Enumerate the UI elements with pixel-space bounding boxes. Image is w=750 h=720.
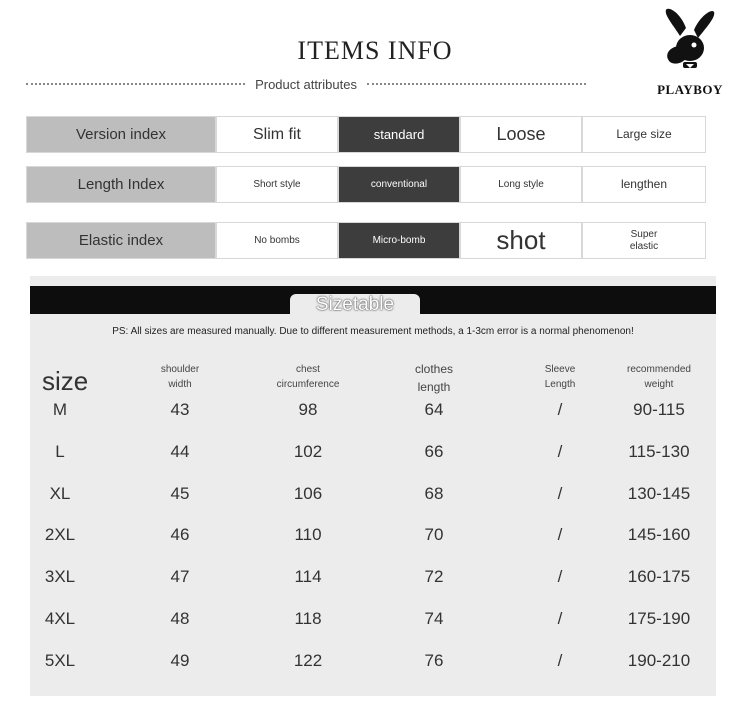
size-table-column-header: clothes length <box>414 362 454 394</box>
size-table-size-cell: 5XL <box>44 650 76 670</box>
attribute-name: Elastic index <box>26 222 216 259</box>
size-table-size-cell: M <box>52 400 68 419</box>
size-table-cell: 130-145 <box>627 483 691 503</box>
size-table-cell: 118 <box>294 609 322 628</box>
size-table-cell: 102 <box>293 441 323 461</box>
size-table-cell: 45 <box>170 483 190 503</box>
size-table-cell: / <box>557 567 563 587</box>
size-table-cell: 98 <box>298 400 318 419</box>
attribute-option: Long style <box>460 166 582 203</box>
size-table-cell: 145-160 <box>627 525 691 545</box>
size-table-size-cell: 3XL <box>44 567 76 587</box>
size-column-label: size <box>42 366 89 396</box>
attribute-option-selected: conventional <box>338 166 460 203</box>
size-table-cell: 122 <box>293 650 323 670</box>
attribute-option-selected: standard <box>338 116 460 153</box>
size-table-cell: / <box>557 525 563 545</box>
size-table-column-header: shoulder width <box>160 364 200 390</box>
attribute-option: Large size <box>582 116 706 153</box>
page-title: ITEMS INFO <box>297 36 453 65</box>
attribute-option: Short style <box>216 166 338 203</box>
attribute-name: Length Index <box>26 166 216 203</box>
size-table-cell: 48 <box>170 609 190 628</box>
size-table-cell: 106 <box>293 483 323 503</box>
size-table-cell: / <box>557 441 563 461</box>
attribute-row <box>26 166 706 203</box>
size-table-cell: 47 <box>170 567 190 587</box>
attribute-name: Version index <box>26 116 216 153</box>
size-table-cell: 114 <box>294 567 322 587</box>
size-table-column-header: Sleeve Length <box>544 364 576 390</box>
page-subtitle: Product attributes <box>255 76 357 92</box>
size-table-cell: 74 <box>424 609 444 628</box>
size-table-cell: 49 <box>170 650 190 670</box>
size-table-cell: 115-130 <box>628 441 690 461</box>
size-table-size-cell: XL <box>49 483 71 503</box>
dotted-divider-left <box>26 83 245 85</box>
size-table-title: Sizetable <box>315 294 395 315</box>
size-table-cell: 190-210 <box>627 650 691 670</box>
subtitle-row <box>26 74 586 94</box>
attribute-option: Super elastic <box>582 222 706 259</box>
size-table-cell: 68 <box>424 483 444 503</box>
size-table-cell: 160-175 <box>627 567 691 587</box>
size-table-cell: 64 <box>424 400 444 419</box>
size-table-cell: 70 <box>424 525 444 545</box>
size-table-cell: 43 <box>170 400 190 419</box>
size-table-cell: 44 <box>170 441 190 461</box>
attribute-option-selected: Micro-bomb <box>338 222 460 259</box>
attribute-row <box>26 116 706 153</box>
size-table-cell: / <box>557 400 563 419</box>
size-table-size-cell: L <box>55 441 65 461</box>
size-table-column-header: chest circumference <box>276 364 340 390</box>
brand-logo-text: PLAYBOY <box>657 82 723 97</box>
attribute-row <box>26 222 706 259</box>
attribute-option: No bombs <box>216 222 338 259</box>
attribute-option: Loose <box>460 116 582 153</box>
attribute-option: shot <box>460 222 582 259</box>
size-table-column-header: recommended weight <box>627 364 691 390</box>
size-table-size-cell: 2XL <box>44 525 76 545</box>
size-table-size-cell: 4XL <box>44 609 76 628</box>
size-table-cell: / <box>557 483 563 503</box>
attribute-option: Slim fit <box>216 116 338 153</box>
size-table-cell: 110 <box>294 525 322 545</box>
size-table-note: PS: All sizes are measured manually. Due to different measurement methods, a 1-3cm error is a normal phenomenon! <box>112 326 634 337</box>
size-table-cell: / <box>557 609 563 628</box>
attribute-option: lengthen <box>582 166 706 203</box>
size-table-cell: 175-190 <box>627 609 691 628</box>
dotted-divider-right <box>367 83 586 85</box>
size-table-cell: 90-115 <box>633 400 685 419</box>
size-table-cell: 72 <box>424 567 444 587</box>
size-table-cell: 46 <box>170 525 190 545</box>
size-table-cell: / <box>557 650 563 670</box>
size-table-cell: 66 <box>424 441 444 461</box>
size-table-cell: 76 <box>424 650 444 670</box>
